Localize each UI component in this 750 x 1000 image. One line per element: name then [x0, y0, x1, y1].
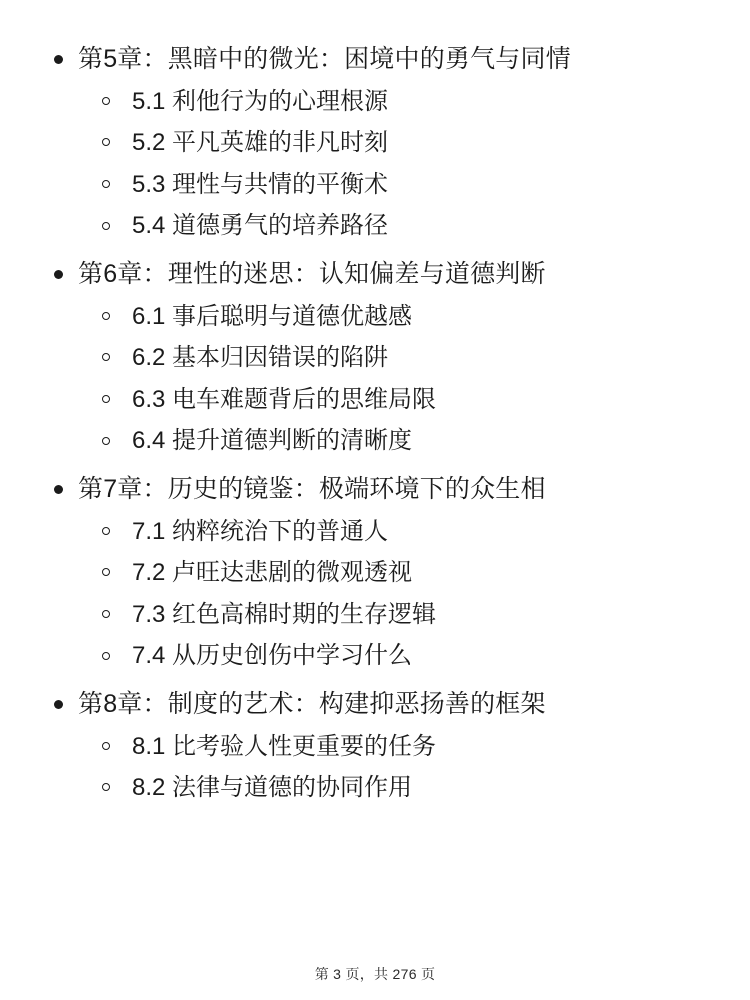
toc-section[interactable]	[40, 731, 710, 764]
toc-section[interactable]	[40, 772, 710, 805]
bullet-hollow-icon	[102, 437, 110, 445]
section-title-text: 5.1 利他行为的心理根源	[132, 87, 389, 115]
chapter-sections	[40, 301, 710, 459]
chapter-title[interactable]	[40, 257, 710, 292]
chapter-sections	[40, 731, 710, 805]
chapter-title-text: 第5章：黑暗中的微光：困境中的勇气与同情	[78, 45, 571, 73]
chapter-sections	[40, 516, 710, 674]
bullet-hollow-icon	[102, 180, 110, 188]
chapter-title-text: 第8章：制度的艺术：构建抑恶扬善的框架	[78, 690, 546, 718]
section-title-text: 6.3 电车难题背后的思维局限	[132, 385, 437, 413]
toc-chapter	[40, 257, 710, 458]
chapter-title[interactable]	[40, 472, 710, 507]
section-title-text: 6.2 基本归因错误的陷阱	[132, 344, 389, 372]
toc-section[interactable]	[40, 342, 710, 375]
bullet-hollow-icon	[102, 783, 110, 791]
toc-section[interactable]	[40, 127, 710, 160]
section-title-text: 6.4 提升道德判断的清晰度	[132, 427, 413, 455]
bullet-hollow-icon	[102, 652, 110, 660]
bullet-filled-icon	[54, 270, 63, 279]
bullet-hollow-icon	[102, 742, 110, 750]
toc-section[interactable]	[40, 86, 710, 119]
table-of-contents	[40, 42, 710, 805]
section-title-text: 8.1 比考验人性更重要的任务	[132, 732, 437, 760]
section-title-text: 7.1 纳粹统治下的普通人	[132, 517, 389, 545]
section-title-text: 8.2 法律与道德的协同作用	[132, 774, 413, 802]
section-title-text: 7.3 红色高棉时期的生存逻辑	[132, 600, 437, 628]
toc-chapter	[40, 687, 710, 805]
section-title-text: 6.1 事后聪明与道德优越感	[132, 302, 413, 330]
toc-chapter	[40, 472, 710, 673]
section-title-text: 5.4 道德勇气的培养路径	[132, 212, 389, 240]
chapter-title[interactable]	[40, 42, 710, 77]
toc-section[interactable]	[40, 640, 710, 673]
bullet-hollow-icon	[102, 610, 110, 618]
bullet-hollow-icon	[102, 527, 110, 535]
section-title-text: 7.2 卢旺达悲剧的微观透视	[132, 559, 413, 587]
section-title-text: 7.4 从历史创伤中学习什么	[132, 642, 413, 670]
section-title-text: 5.3 理性与共情的平衡术	[132, 170, 389, 198]
bullet-filled-icon	[54, 700, 63, 709]
toc-chapter	[40, 42, 710, 243]
toc-section[interactable]	[40, 210, 710, 243]
bullet-hollow-icon	[102, 353, 110, 361]
toc-section[interactable]	[40, 301, 710, 334]
page-footer: 第 3 页，共 276 页	[314, 966, 436, 982]
bullet-hollow-icon	[102, 568, 110, 576]
chapter-title[interactable]	[40, 687, 710, 722]
bullet-hollow-icon	[102, 97, 110, 105]
bullet-hollow-icon	[102, 222, 110, 230]
toc-section[interactable]	[40, 169, 710, 202]
bullet-hollow-icon	[102, 395, 110, 403]
toc-section[interactable]	[40, 599, 710, 632]
bullet-filled-icon	[54, 485, 63, 494]
toc-section[interactable]	[40, 516, 710, 549]
chapter-title-text: 第7章：历史的镜鉴：极端环境下的众生相	[78, 475, 546, 503]
section-title-text: 5.2 平凡英雄的非凡时刻	[132, 129, 389, 157]
bullet-hollow-icon	[102, 312, 110, 320]
chapter-sections	[40, 86, 710, 244]
toc-section[interactable]	[40, 384, 710, 417]
bullet-filled-icon	[54, 55, 63, 64]
toc-section[interactable]	[40, 425, 710, 458]
toc-section[interactable]	[40, 557, 710, 590]
bullet-hollow-icon	[102, 138, 110, 146]
chapter-title-text: 第6章：理性的迷思：认知偏差与道德判断	[78, 260, 546, 288]
